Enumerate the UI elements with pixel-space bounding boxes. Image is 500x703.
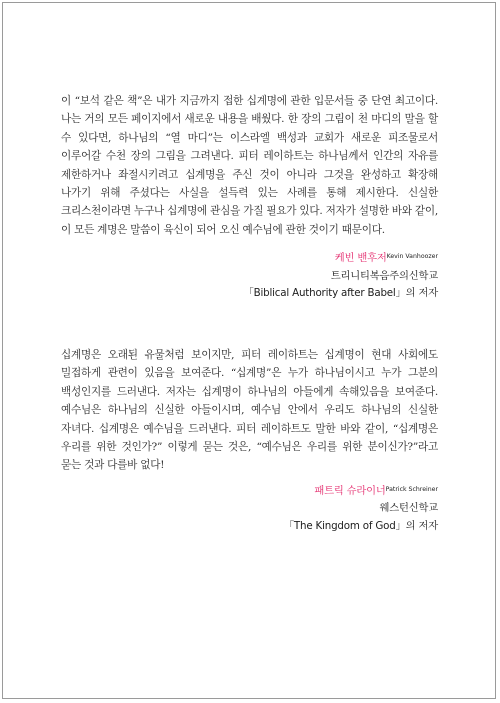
endorser-book: 「The Kingdom of God」의 저자 [283, 519, 438, 532]
endorser-attribution [61, 248, 438, 303]
endorser-name-english: Patrick Schreiner [385, 485, 438, 493]
endorser-name-korean: 케빈 밴후저 [334, 252, 387, 265]
endorser-affiliation: 웨스턴신학교 [379, 502, 438, 515]
endorser-name-line [61, 481, 438, 501]
endorser-attribution [61, 481, 438, 536]
endorsement-quote: 십계명은 오래된 유물처럼 보이지만, 피터 레이하트는 십계명이 현대 사회에도 밀접하게 관련이 있음을 보여준다. “십계명”은 누가 하나님이시고 누가 그분의 백성인지를 드러낸다. 저자는 십계명이 하나님의 아들에게 속해있음을 보여준다. 예수님은 하나님의 신실한 아들이시며, 예수님 안에서 우리도 하나님의 신실한 자녀다. 십계명은 예수님을 드러낸다. 피터 레이하트도 말한 바와 같이, “십계명은 우리를 위한 것인가?” 이렇게 묻는 것은, “예수님은 우리를 위한 분이신가?”라고 묻는 것과 다를바 없다! [61, 349, 438, 472]
endorsement-vanhoozer [61, 92, 438, 303]
endorser-name-english: Kevin Vanhoozer [386, 253, 438, 261]
endorsement-quote: 이 “보석 같은 책”은 내가 지금까지 접한 십계명에 관한 입문서들 중 단연 최고이다. 나는 거의 모든 페이지에서 새로운 내용을 배웠다. 한 장의 그림이 천 마디의 말을 할 수 있다면, 하나님의 “열 마디”는 이스라엘 백성과 교회가 새로운 피조물로서 이루어갈 수천 장의 그림을 그려낸다. 피터 레이하트는 하나님께서 인간의 자유를 제한하거나 좌절시키려고 십계명을 주신 것이 아니라 그것을 완성하고 확장해 나가기 위해 주셨다는 사실을 설득력 있는 사례를 통해 제시한다. 신실한 크리스천이라면 누구나 십계명에 관심을 가질 필요가 있다. 저자가 설명한 바와 같이, 이 모든 계명은 말씀이 육신이 되어 오신 예수님에 관한 것이기 때문이다. [61, 95, 438, 236]
endorser-name-line [61, 248, 438, 268]
endorser-affiliation: 트리니티복음주의신학교 [330, 269, 438, 282]
endorser-name-korean: 패트릭 슈라이너 [314, 484, 386, 497]
endorser-book: 「Biblical Authority after Babel」의 저자 [243, 287, 438, 300]
endorsement-schreiner [61, 346, 438, 535]
